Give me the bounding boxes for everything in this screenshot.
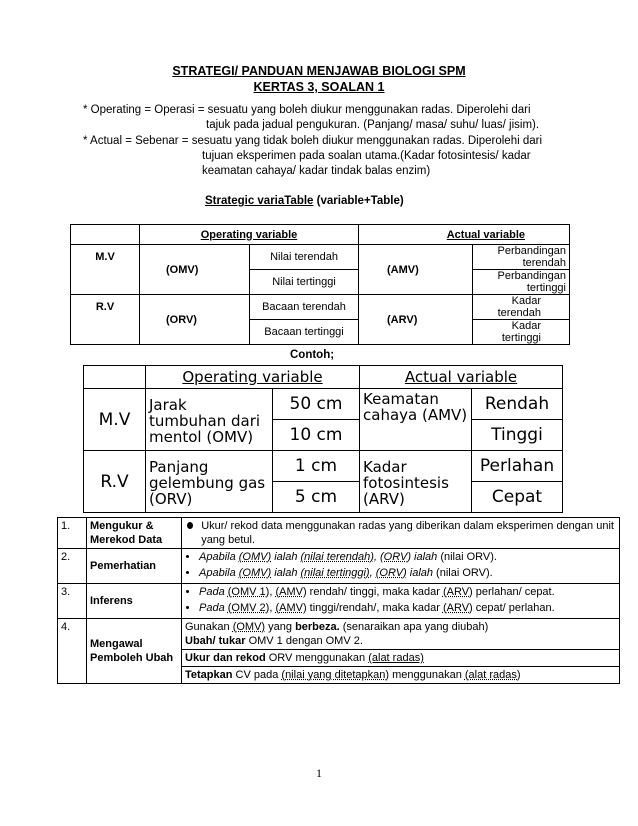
steps-table [57, 517, 620, 684]
example-act-name [360, 389, 472, 451]
example-act-value-2: Tinggi [472, 420, 563, 451]
step-2-list [185, 550, 616, 580]
strategic-act-low: Perbandingan terendah [473, 245, 570, 270]
step-content [182, 549, 620, 584]
strategic-col-operating: Operating variable [140, 225, 359, 245]
example-row-mv-1 [84, 389, 563, 420]
page-title: STRATEGI/ PANDUAN MENJAWAB BIOLOGI SPM [172, 64, 466, 78]
example-op-value-2: 10 cm [273, 420, 360, 451]
example-act-value-1: Perlahan [472, 451, 563, 482]
step-label: Inferens [87, 584, 182, 619]
example-act-name-line: Keamatan [363, 390, 439, 408]
strategic-act-code: (ARV) [359, 295, 473, 345]
strategic-op-high: Nilai tertinggi [250, 270, 359, 295]
text-fragment: (nilai ORV). [437, 551, 497, 563]
step-label: Mengawal Pemboleh Ubah [87, 619, 182, 684]
page-subtitle: KERTAS 3, SOALAN 1 [253, 80, 385, 94]
apparatus-term: (alat radas) [368, 652, 424, 664]
orv-term: (ORV) [380, 551, 411, 563]
text-fragment: , [269, 602, 276, 614]
example-act-name-line: (ARV) [363, 489, 405, 508]
step-number: 4. [58, 619, 87, 684]
arv-term: (ARV) [442, 586, 473, 598]
step-4-row-1 [182, 619, 620, 650]
strategic-op-low: Nilai terendah [250, 245, 359, 270]
example-act-name [360, 451, 472, 513]
omv-term: (OMV) [232, 621, 266, 633]
strategic-table [70, 224, 570, 345]
text-fragment: yang [265, 621, 296, 633]
strategic-row-label: M.V [71, 245, 140, 295]
text-fragment: OMV 1 dengan OMV 2. [245, 635, 363, 647]
text-fragment: , [269, 586, 276, 598]
step-4-line-1 [185, 620, 616, 634]
emphasis-text: Ubah/ tukar [185, 635, 246, 647]
strategic-row-rv-1 [71, 295, 570, 320]
text-fragment: Gunakan [185, 621, 233, 633]
actual-note-line3: keamatan cahaya/ kadar tindak balas enzim) [202, 165, 431, 177]
strategic-row-label: R.V [71, 295, 140, 345]
example-op-value-1: 1 cm [273, 451, 360, 482]
text-fragment: Apabila [199, 567, 239, 579]
example-op-name-line: tumbuhan dari [149, 411, 261, 430]
example-op-name-line: (ORV) [149, 489, 193, 508]
actual-note-line1: * Actual = Sebenar = sesuatu yang tidak boleh diukur menggunakan radas. Diperolehi dari [83, 135, 543, 147]
strategic-op-code: (OMV) [140, 245, 250, 295]
step-3-list [185, 585, 616, 615]
strategic-act-high: Kadar tertinggi [473, 320, 570, 345]
value-term: (nilai tertinggi) [300, 567, 370, 579]
example-header-row [84, 366, 563, 389]
step-4-row-2 [182, 650, 620, 667]
text-fragment: cepat/ perlahan. [472, 602, 555, 614]
omv-term: (OMV 2) [227, 602, 270, 614]
example-corner-cell [84, 366, 146, 389]
example-op-name-line: Jarak [149, 395, 187, 414]
omv-term: (OMV 1) [227, 586, 270, 598]
example-col-actual: Actual variable [360, 366, 563, 389]
example-op-name [146, 451, 273, 513]
text-fragment: , [369, 567, 376, 579]
text-fragment: Pada [199, 586, 228, 598]
text-fragment: ORV menggunakan [265, 652, 369, 664]
text-fragment: (nilai ORV). [433, 567, 493, 579]
strategic-corner-cell [71, 225, 140, 245]
actual-note-line2: tujuan eksperimen pada soalan utama.(Kadar fotosintesis/ kadar [202, 150, 531, 162]
example-act-name-line: Kadar [363, 457, 407, 476]
step-number: 2. [58, 549, 87, 584]
text-fragment: ialah [410, 551, 438, 563]
text-fragment: CV pada [232, 669, 282, 681]
step-label: Pemerhatian [87, 549, 182, 584]
step-4-line-2 [185, 634, 616, 648]
example-row-label: R.V [84, 451, 146, 513]
strategic-op-code: (ORV) [140, 295, 250, 345]
step-row-1 [58, 518, 620, 549]
step-2-bullet-2 [199, 566, 616, 580]
value-term: (nilai yang ditetapkan) [281, 669, 390, 681]
strategic-heading [205, 195, 404, 207]
example-act-value-2: Cepat [472, 482, 563, 513]
strategic-op-low: Bacaan terendah [250, 295, 359, 320]
omv-term: (OMV) [238, 567, 272, 579]
arv-term: (ARV) [442, 602, 473, 614]
strategic-row-mv-1 [71, 245, 570, 270]
step-row-4a [58, 619, 620, 650]
example-op-name-line: gelembung gas [149, 473, 266, 492]
strategic-act-low: Kadar terendah [473, 295, 570, 320]
operating-note-line1: * Operating = Operasi = sesuatu yang boleh diukur menggunakan radas. Diperolehi dari [83, 104, 531, 116]
strategic-act-code: (AMV) [359, 245, 473, 295]
example-op-value-1: 50 cm [273, 389, 360, 420]
text-fragment: ialah [271, 567, 301, 579]
step-row-3 [58, 584, 620, 619]
step-row-2 [58, 549, 620, 584]
step-2-bullet-1 [199, 550, 616, 564]
text-fragment: Pada [199, 602, 228, 614]
strategic-heading-rest: (variable+Table) [313, 195, 404, 207]
text-fragment: ialah [271, 551, 301, 563]
step-1-text: Ukur/ rekod data menggunakan radas yang diberikan dalam eksperimen dengan unit yang betul. [201, 520, 614, 546]
strategic-header-row [71, 225, 570, 245]
step-content [182, 584, 620, 619]
example-act-name-line: cahaya (AMV) [363, 406, 468, 424]
amv-term: (AMV) [275, 602, 307, 614]
example-act-name-line: fotosintesis [363, 473, 449, 492]
text-fragment: (senaraikan apa yang diubah) [339, 621, 489, 633]
value-term: (nilai terendah) [300, 551, 374, 563]
step-label: Mengukur & Merekod Data [87, 518, 182, 549]
emphasis-text: Ukur dan rekod [185, 652, 266, 664]
step-4-row-3 [182, 667, 620, 684]
bullet-icon [187, 522, 193, 529]
strategic-col-actual: Actual variable [359, 225, 570, 245]
step-3-bullet-1 [199, 585, 616, 599]
orv-term: (ORV) [375, 567, 407, 579]
page-number: 1 [316, 766, 322, 780]
example-op-value-2: 5 cm [273, 482, 360, 513]
apparatus-term: (alat radas) [464, 669, 521, 681]
example-op-name-line: Panjang [149, 457, 209, 476]
emphasis-text: Tetapkan [185, 669, 233, 681]
operating-note-line2: tajuk pada jadual pengukuran. (Panjang/ masa/ suhu/ luas/ jisim). [206, 119, 540, 131]
text-fragment: perlahan/ cepat. [472, 586, 555, 598]
amv-term: (AMV) [275, 586, 307, 598]
step-3-bullet-2 [199, 601, 616, 615]
example-row-label: M.V [84, 389, 146, 451]
step-number: 3. [58, 584, 87, 619]
text-fragment: , [373, 551, 381, 563]
omv-term: (OMV) [238, 551, 272, 563]
example-op-name-line: mentol (OMV) [149, 427, 254, 446]
example-act-value-1: Rendah [472, 389, 563, 420]
emphasis-text: berbeza. [295, 621, 340, 633]
step-1-line [185, 519, 616, 547]
step-content [182, 518, 620, 549]
example-col-operating: Operating variable [146, 366, 360, 389]
example-table [83, 365, 563, 513]
strategic-op-high: Bacaan tertinggi [250, 320, 359, 345]
text-fragment: tinggi/rendah/, maka kadar [306, 602, 443, 614]
text-fragment: Apabila [199, 551, 239, 563]
example-label: Contoh; [290, 349, 335, 361]
text-fragment: ialah [406, 567, 433, 579]
step-number: 1. [58, 518, 87, 549]
example-row-rv-1 [84, 451, 563, 482]
text-fragment: rendah/ tinggi, maka kadar [306, 586, 443, 598]
strategic-act-high: Perbandingan tertinggi [473, 270, 570, 295]
strategic-heading-main: Strategic variaTable [205, 195, 314, 207]
text-fragment: menggunakan [389, 669, 465, 681]
example-op-name [146, 389, 273, 451]
